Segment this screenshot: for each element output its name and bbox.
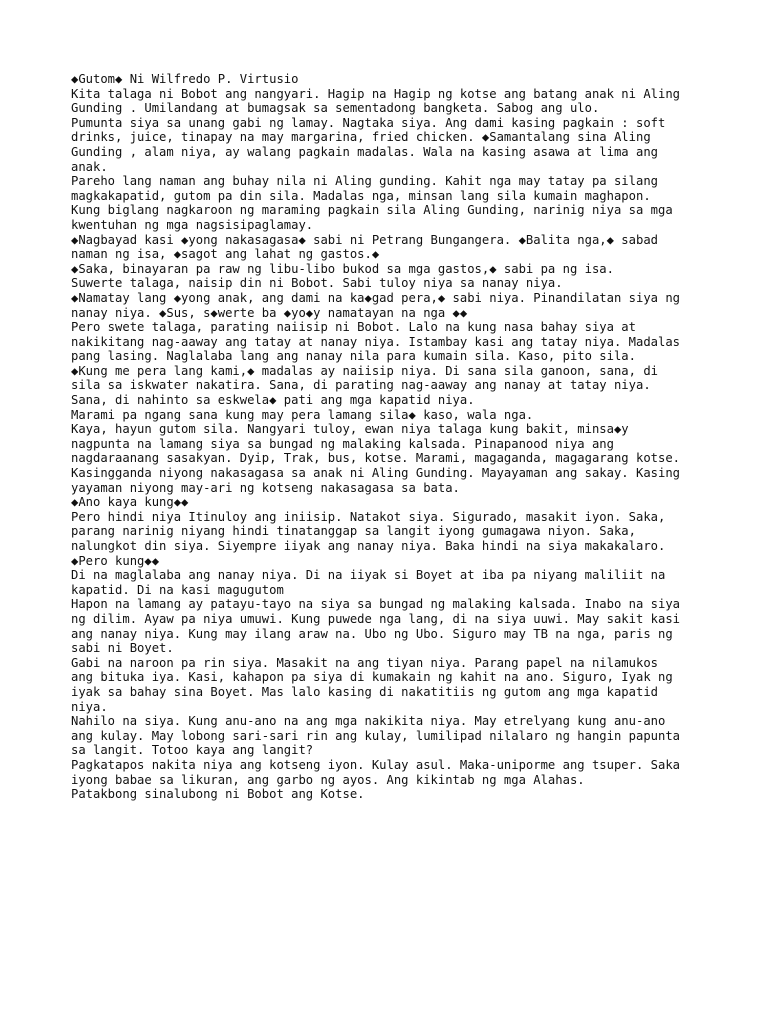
text-line: yayaman niyong may-ari ng kotseng nakasagasa sa bata. (71, 480, 460, 495)
text-line: Sana, di nahinto sa eskwela◆ pati ang mga kapatid niya. (71, 393, 475, 408)
text-line: naman ng isa, ◆sagot ang lahat ng gastos.◆ (71, 247, 380, 262)
text-line: drinks, juice, tinapay na may margarina, fried chicken. ◆Samantalang sina Aling (71, 130, 651, 145)
text-line: Kaya, hayun gutom sila. Nangyari tuloy, ewan niya talaga kung bakit, minsa◆y (71, 422, 629, 437)
text-line: nalungkot din siya. Siyempre iiyak ang nanay niya. Baka hindi na siya makakalaro. (71, 539, 666, 553)
text-line: ◆Pero kung◆◆ (71, 553, 160, 568)
text-line: kapatid. Di na kasi magugutom (71, 582, 284, 597)
text-line: ◆Kung me pera lang kami,◆ madalas ay naiisip niya. Di sana sila ganoon, sana, di (71, 363, 658, 378)
text-line: nakikitang nag-aaway ang tatay at nanay niya. Istambay kasi ang tatay niya. Madalas (71, 334, 681, 349)
text-line: Suwerte talaga, naisip din ni Bobot. Sabi tuloy niya sa nanay niya. (71, 276, 563, 291)
text-line: kwentuhan ng mga nagsisipaglamay. (71, 217, 314, 232)
text-line: ang kulay. May lobong sari-sari rin ang kulay, lumilipad nilalaro ng hangin papunta (71, 728, 681, 743)
text-line: Pumunta siya sa unang gabi ng lamay. Nagtaka siya. Ang dami kasing pagkain : soft (71, 115, 666, 130)
text-line: Marami pa ngang sana kung may pera lamang sila◆ kaso, wala nga. (71, 407, 534, 422)
text-line: sila sa iskwater nakatira. Sana, di parating nag-aaway ang nanay at tatay niya. (71, 378, 651, 393)
text-line: Gabi na naroon pa rin siya. Masakit na ang tiyan niya. Parang papel na nilamukos (71, 655, 658, 670)
text-line: sa langit. Totoo kaya ang langit? (71, 743, 314, 758)
text-line: anak. (71, 159, 108, 174)
text-line: nagpunta na lamang siya sa bungad ng malaking kalsada. Pinapanood niya ang (71, 436, 614, 451)
story-text (71, 72, 711, 802)
text-line: Pareho lang naman ang buhay nila ni Aling gunding. Kahit nga may tatay pa silang (71, 174, 658, 189)
story-title-line: ◆Gutom◆ Ni Wilfredo P. Virtusio (71, 72, 299, 86)
text-line: ng dilim. Ayaw pa niya umuwi. Kung puwede nga lang, di na siya uuwi. May sakit kasi (71, 611, 681, 626)
text-line: nanay niya. ◆Sus, s◆werte ba ◆yo◆y namatayan na nga ◆◆ (71, 305, 468, 320)
text-line: Kita talaga ni Bobot ang nangyari. Hagip na Hagip ng kotse ang batang anak ni Aling (71, 86, 681, 101)
text-line: Kung biglang nagkaroon ng maraming pagkain sila Aling Gunding, narinig niya sa mga (71, 203, 673, 218)
text-line: ang bituka iya. Kasi, kahapon pa siya di kumakain ng kahit na ano. Siguro, Iyak ng (71, 670, 673, 685)
text-line: Gunding , alam niya, ay walang pagkain madalas. Wala na kasing asawa at lima ang (71, 144, 658, 159)
text-line: Pero swete talaga, parating naiisip ni Bobot. Lalo na kung nasa bahay siya at (71, 320, 636, 335)
text-line: Nahilo na siya. Kung anu-ano na ang mga nakikita niya. May etrelyang kung anu-ano (71, 714, 666, 729)
text-line: ang nanay niya. Kung may ilang araw na. Ubo ng Ubo. Siguro may TB na nga, paris ng (71, 626, 673, 641)
text-line: magkakapatid, gutom pa din sila. Madalas nga, minsan lang sila kumain maghapon. (71, 188, 651, 203)
text-line: iyong babae sa likuran, ang garbo ng ayos. Ang kikintab ng mga Alahas. (71, 772, 585, 787)
text-line: ◆Ano kaya kung◆◆ (71, 495, 189, 510)
text-line: ◆Namatay lang ◆yong anak, ang dami na ka◆gad pera,◆ sabi niya. Pinandilatan siya ng (71, 290, 681, 305)
text-line: niya. (71, 699, 108, 714)
text-line: Hapon na lamang ay patayu-tayo na siya sa bungad ng malaking kalsada. Inabo na siya (71, 597, 681, 612)
text-line: Di na maglalaba ang nanay niya. Di na iiyak si Boyet at iba pa niyang maliliit na (71, 568, 666, 583)
text-line: pang lasing. Naglalaba lang ang nanay nila para kumain sila. Kaso, pito sila. (71, 349, 636, 364)
text-line: nagdaraanang sasakyan. Dyip, Trak, bus, kotse. Marami, magaganda, magagarang kotse. (71, 451, 681, 466)
text-line: iyak sa bahay sina Boyet. Mas lalo kasing di nakatitiis ng gutom ang mga kapatid (71, 684, 658, 699)
text-line: parang narinig niyang hindi tinatanggap sa langit iyong gumagawa niyon. Saka, (71, 524, 636, 539)
text-line: sabi ni Boyet. (71, 641, 174, 656)
text-line: Patakbong sinalubong ni Bobot ang Kotse. (71, 787, 365, 802)
text-line: ◆Nagbayad kasi ◆yong nakasagasa◆ sabi ni Petrang Bungangera. ◆Balita nga,◆ sabad (71, 232, 658, 247)
text-line: Pagkatapos nakita niya ang kotseng iyon. Kulay asul. Maka-uniporme ang tsuper. Saka (71, 757, 681, 772)
text-line: Gunding . Umilandang at bumagsak sa sementadong bangketa. Sabog ang ulo. (71, 101, 600, 116)
text-line: Pero hindi niya Itinuloy ang iniisip. Natakot siya. Sigurado, masakit iyon. Saka, (71, 509, 666, 524)
text-line: ◆Saka, binayaran pa raw ng libu-libo bukod sa mga gastos,◆ sabi pa ng isa. (71, 261, 614, 276)
text-line: Kasingganda niyong nakasagasa sa anak ni Aling Gunding. Mayayaman ang sakay. Kasing (71, 466, 681, 481)
